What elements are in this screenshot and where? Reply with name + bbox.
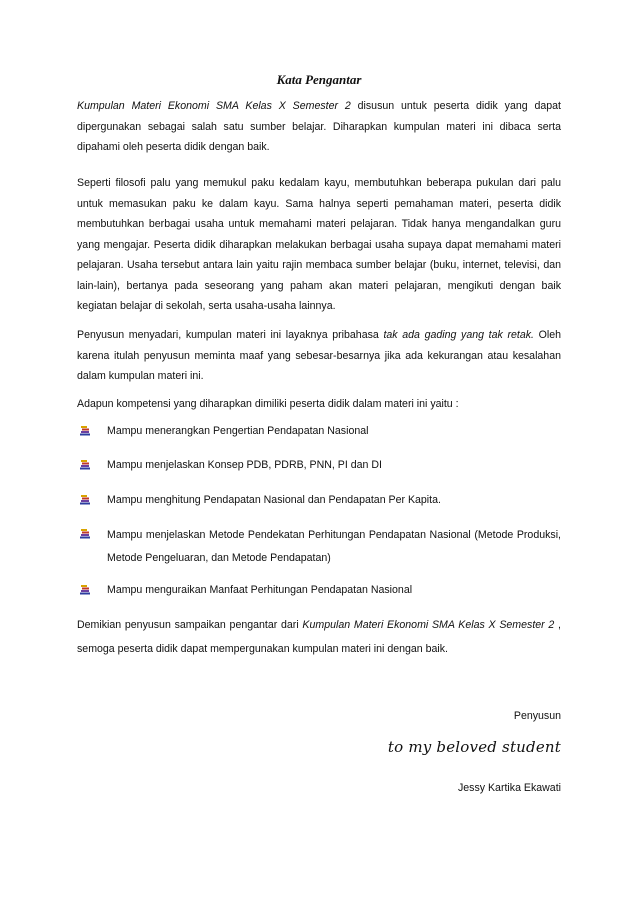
book-title-italic: Kumpulan Materi Ekonomi SMA Kelas X Semester 2 bbox=[77, 100, 351, 112]
list-item-text: Mampu menghitung Pendapatan Nasional dan Pendapatan Per Kapita. bbox=[107, 494, 441, 506]
list-item-text: Mampu menjelaskan Konsep PDB, PDRB, PNN, PI dan DI bbox=[107, 459, 382, 471]
author-name: Jessy Kartika Ekawati bbox=[457, 782, 561, 794]
list-item bbox=[80, 490, 561, 511]
dedication-script: to my beloved student bbox=[387, 738, 561, 756]
list-item bbox=[80, 580, 561, 601]
list-item bbox=[80, 455, 561, 476]
proverb-italic: tak ada gading yang tak retak. bbox=[383, 329, 534, 341]
apology-text-before: Penyusun menyadari, kumpulan materi ini layaknya pribahasa bbox=[77, 329, 384, 341]
philosophy-paragraph: Seperti filosofi palu yang memukul paku kedalam kayu, membutuhkan beberapa pukulan dari palu untuk memasukan paku ke dalam kayu. Sama halnya seperti pemahaman materi, peserta didik membutuhkan berbagai usaha untuk memahami materi pelajaran. Tidak hanya mengandalkan guru yang mengajar. Peserta didik diharapkan melakukan berbagai usaha supaya dapat memahami materi pelajaran. Usaha tersebut antara lain yaitu rajin membaca sumber belajar (buku, internet, televisi, dan lain-lain), bertanya pada seseorang yang paham akan materi pelajaran, mengikuti dengan baik kegiatan belajar di sekolah, serta usaha-usaha lainnya. bbox=[77, 177, 561, 312]
intro-text: disusun untuk peserta didik yang dapat dipergunakan sebagai salah satu sumber belajar. Diharapkan kumpulan materi ini dibaca serta dipahami oleh peserta didik dengan baik. bbox=[77, 100, 561, 153]
list-item-text: Mampu menguraikan Manfaat Perhitungan Pendapatan Nasional bbox=[107, 584, 413, 596]
apology-text-after: Oleh karena itulah penyusun meminta maaf yang sebesar-besarnya jika ada kekurangan atau kesalahan dalam kumpulan materi ini. bbox=[77, 329, 562, 382]
book-stack-icon bbox=[80, 528, 91, 539]
competency-intro: Adapun kompetensi yang diharapkan dimiliki peserta didik dalam materi ini yaitu : bbox=[77, 398, 459, 410]
closing-text-after: , semoga peserta didik dapat mempergunakan kumpulan materi ini dengan baik. bbox=[77, 619, 561, 655]
list-item bbox=[80, 421, 561, 442]
signoff-label: Penyusun bbox=[513, 710, 561, 722]
list-item bbox=[80, 524, 561, 570]
book-stack-icon bbox=[80, 494, 91, 505]
apology-paragraph bbox=[77, 325, 561, 387]
closing-paragraph bbox=[77, 613, 561, 661]
closing-text-before: Demikian penyusun sampaikan pengantar dari bbox=[77, 619, 303, 631]
book-stack-icon bbox=[80, 584, 91, 595]
intro-paragraph bbox=[77, 96, 561, 158]
page-title: Kata Pengantar bbox=[276, 72, 362, 87]
book-title-italic: Kumpulan Materi Ekonomi SMA Kelas X Semester 2 bbox=[302, 619, 555, 631]
book-stack-icon bbox=[80, 459, 91, 470]
book-stack-icon bbox=[80, 425, 91, 436]
list-item-text: Mampu menerangkan Pengertian Pendapatan Nasional bbox=[107, 425, 369, 437]
list-item-text: Mampu menjelaskan Metode Pendekatan Perhitungan Pendapatan Nasional (Metode Produksi, Metode Pengeluaran, dan Metode Pendapatan) bbox=[107, 529, 561, 564]
